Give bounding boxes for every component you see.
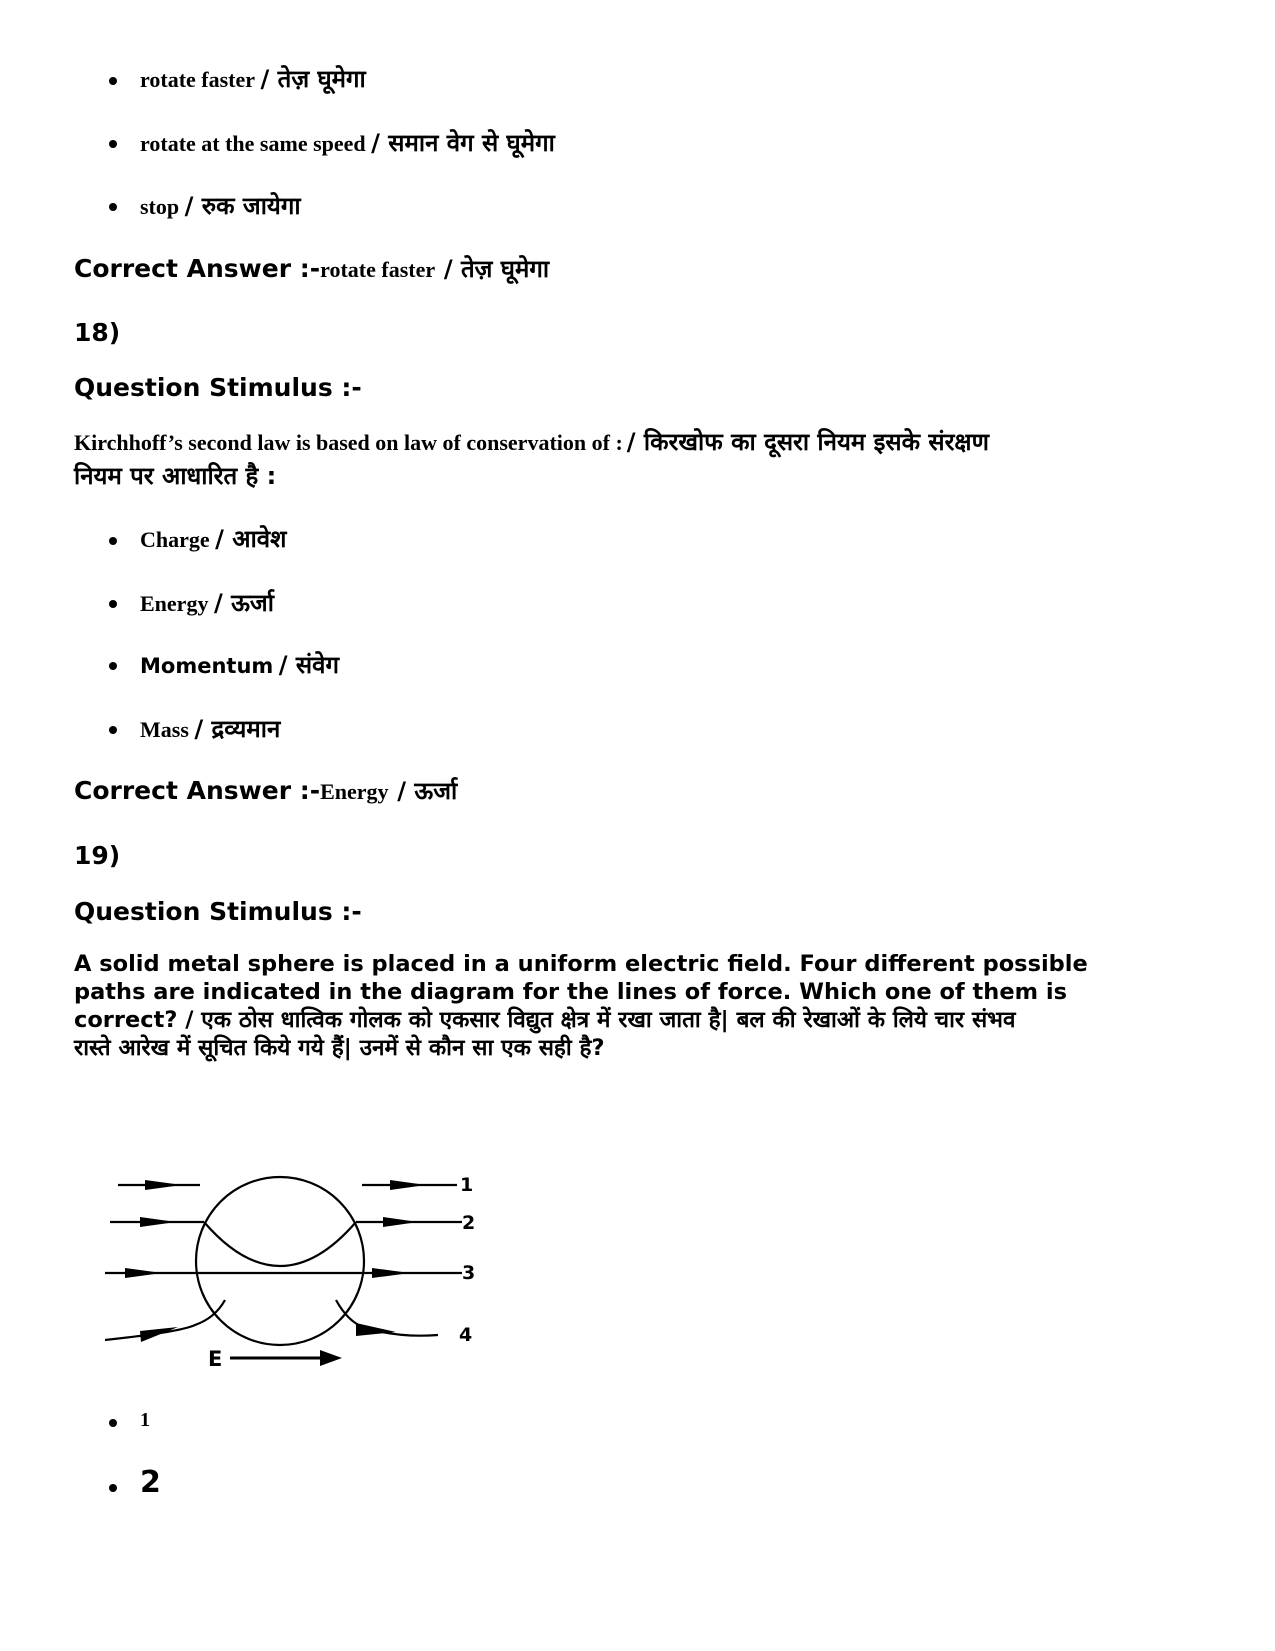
stem-text-hi-2: नियम पर आधारित है :: [74, 462, 277, 490]
bullet: [109, 1484, 117, 1492]
field-line-4: [105, 1300, 438, 1342]
stem-line: A solid metal sphere is placed in a uniform electric field. Four different possible: [74, 951, 1088, 977]
stem-line: रास्ते आरेख में सूचित किये गये हैं| उनमें से कौन सा एक सही है?: [74, 1035, 605, 1061]
bullet: [109, 1419, 117, 1427]
correct-answer-label: Correct Answer :-: [74, 254, 321, 283]
stem-line: correct? / एक ठोस धात्विक गोलक को एकसार विद्युत क्षेत्र में रखा जाता है| बल की रेखाओं के लिये चार संभव: [74, 1007, 1016, 1033]
option-text-en: rotate at the same speed: [140, 131, 366, 156]
question-stimulus-label: Question Stimulus :-: [74, 373, 362, 402]
path-label-3: 3: [462, 1262, 476, 1284]
field-lines-diagram: [100, 1150, 520, 1390]
option-text-en: stop: [140, 194, 180, 219]
option-1[interactable]: [140, 1406, 150, 1432]
option-same-speed[interactable]: [140, 126, 555, 159]
path-label-4: 4: [459, 1324, 473, 1346]
question-stimulus-label: Question Stimulus :-: [74, 897, 362, 926]
correct-answer-hi: / तेज़ घूमेगा: [443, 255, 550, 283]
option-text-en: rotate faster: [140, 67, 256, 92]
field-line-1: [118, 1180, 457, 1190]
field-line-2: [110, 1217, 462, 1266]
bullet: [109, 140, 117, 148]
option-text-en: Energy: [140, 591, 209, 616]
option-text-en: Momentum: [140, 654, 274, 678]
correct-answer-q18: [74, 774, 457, 807]
option-text: 1: [140, 1409, 150, 1431]
stem-text-hi-1: / किरखोफ का दूसरा नियम इसके संरक्षण: [626, 428, 989, 456]
option-2[interactable]: [140, 1465, 161, 1500]
stem-line: paths are indicated in the diagram for the lines of force. Which one of them is: [74, 979, 1067, 1005]
correct-answer-hi: / ऊर्जा: [397, 777, 458, 805]
question-number-18: 18): [74, 318, 121, 347]
option-charge[interactable]: [140, 522, 286, 555]
question-stem-18: [74, 427, 1204, 495]
option-text-hi: / द्रव्यमान: [194, 715, 281, 743]
option-text-hi: / तेज़ घूमेगा: [260, 65, 366, 93]
bullet: [109, 77, 117, 85]
field-line-3: [105, 1268, 462, 1278]
correct-answer-label: Correct Answer :-: [74, 776, 321, 805]
bullet: [109, 600, 117, 608]
option-text: 2: [140, 1465, 161, 1500]
option-text-hi: / आवेश: [215, 525, 287, 553]
bullet: [109, 726, 117, 734]
option-text-hi: / रुक जायेगा: [184, 192, 301, 220]
stem-text-en: Kirchhoff’s second law is based on law of conservation of :: [74, 430, 623, 455]
option-text-hi: / संवेग: [278, 651, 339, 679]
option-rotate-faster[interactable]: [140, 62, 366, 95]
correct-answer-en: Energy: [320, 779, 389, 804]
option-energy[interactable]: [140, 586, 274, 619]
path-label-1: 1: [460, 1174, 474, 1196]
path-label-2: 2: [462, 1212, 476, 1234]
field-label-e: E: [208, 1347, 223, 1371]
option-momentum[interactable]: [140, 648, 339, 681]
option-text-en: Charge: [140, 527, 210, 552]
correct-answer-q17: [74, 252, 549, 285]
option-stop[interactable]: [140, 189, 301, 222]
option-mass[interactable]: [140, 712, 280, 745]
question-number-19: 19): [74, 841, 121, 870]
bullet: [109, 537, 117, 545]
option-text-en: Mass: [140, 717, 189, 742]
option-text-hi: / समान वेग से घूमेगा: [371, 129, 555, 157]
bullet: [109, 203, 117, 211]
question-stem-19: [74, 950, 1214, 1062]
metal-sphere: [196, 1177, 364, 1345]
bullet: [109, 662, 117, 670]
correct-answer-en: rotate faster: [320, 257, 436, 282]
option-text-hi: / ऊर्जा: [213, 589, 274, 617]
